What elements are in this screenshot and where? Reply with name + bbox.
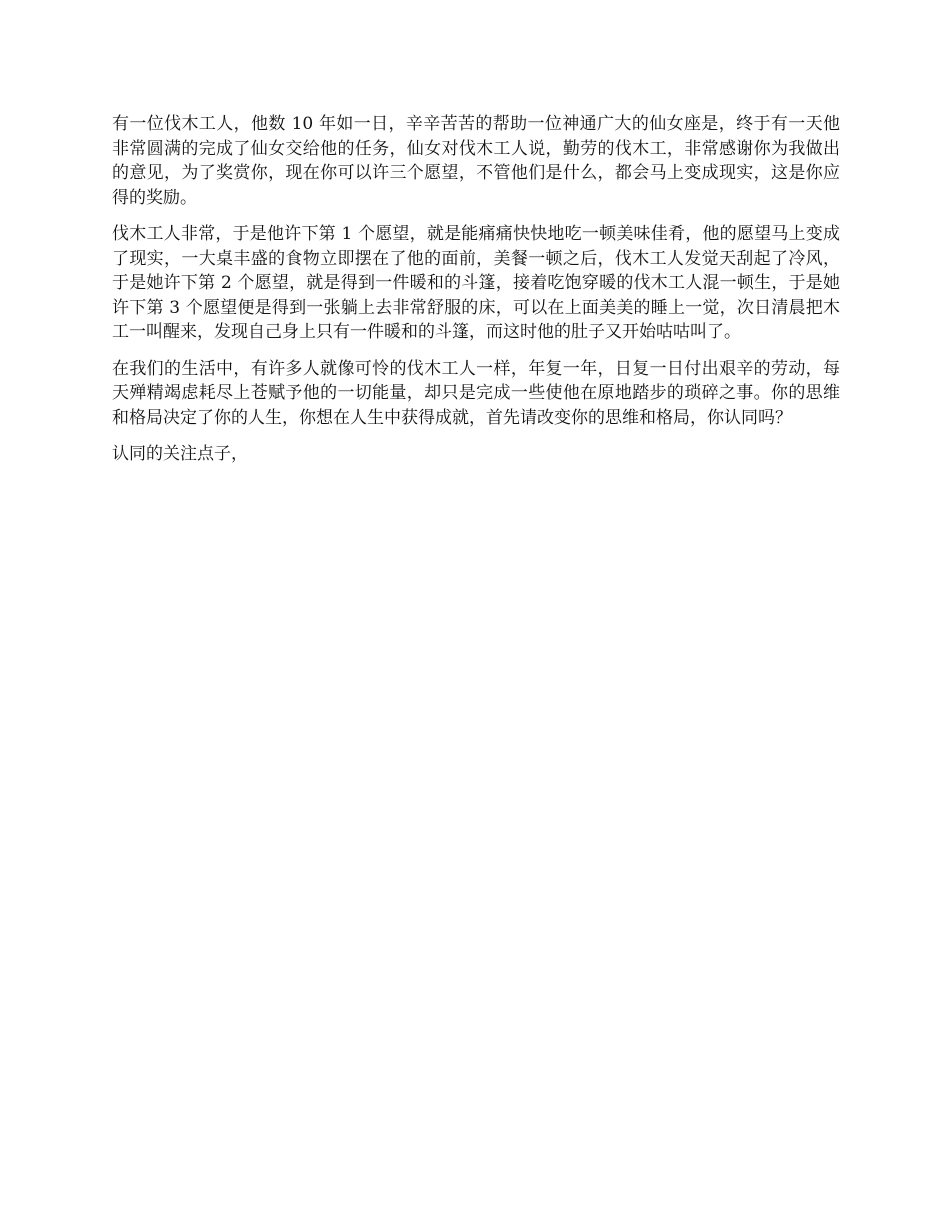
paragraph-closing: 认同的关注点子，: [112, 444, 248, 464]
document-body: [112, 112, 840, 479]
paragraph-three-wishes: 伐木工人非常，于是他许下第 1 个愿望，就是能痛痛快快地吃一顿美味佳肴，他的愿望马上变成了现实，一大桌丰盛的食物立即摆在了他的面前，美餐一顿之后，伐木工人发觉天刮起了冷风，于是她许下第 2 个愿望，就是得到一件暖和的斗篷，接着吃饱穿暖的伐木工人混一顿生，于是她许下第 3 个愿望便是得到一张躺上去非常舒服的床，可以在上面美美的睡上一觉，次日清晨把木工一叫醒来，发现自己身上只有一件暖和的斗篷，而这时他的肚子又开始咕咕叫了。: [112, 224, 840, 342]
paragraph-moral: 在我们的生活中，有许多人就像可怜的伐木工人一样，年复一年，日复一日付出艰辛的劳动，每天殚精竭虑耗尽上苍赋予他的一切能量，却只是完成一些使他在原地踏步的琐碎之事。你的思维和格局决定了你的人生，你想在人生中获得成就，首先请改变你的思维和格局，你认同吗？: [112, 358, 840, 428]
paragraph-story-intro: 有一位伐木工人，他数 10 年如一日，辛辛苦苦的帮助一位神通广大的仙女座是，终于有一天他非常圆满的完成了仙女交给他的任务，仙女对伐木工人说，勤劳的伐木工，非常感谢你为我做出的意见，为了奖赏你，现在你可以许三个愿望，不管他们是什么，都会马上变成现实，这是你应得的奖励。: [112, 114, 840, 208]
